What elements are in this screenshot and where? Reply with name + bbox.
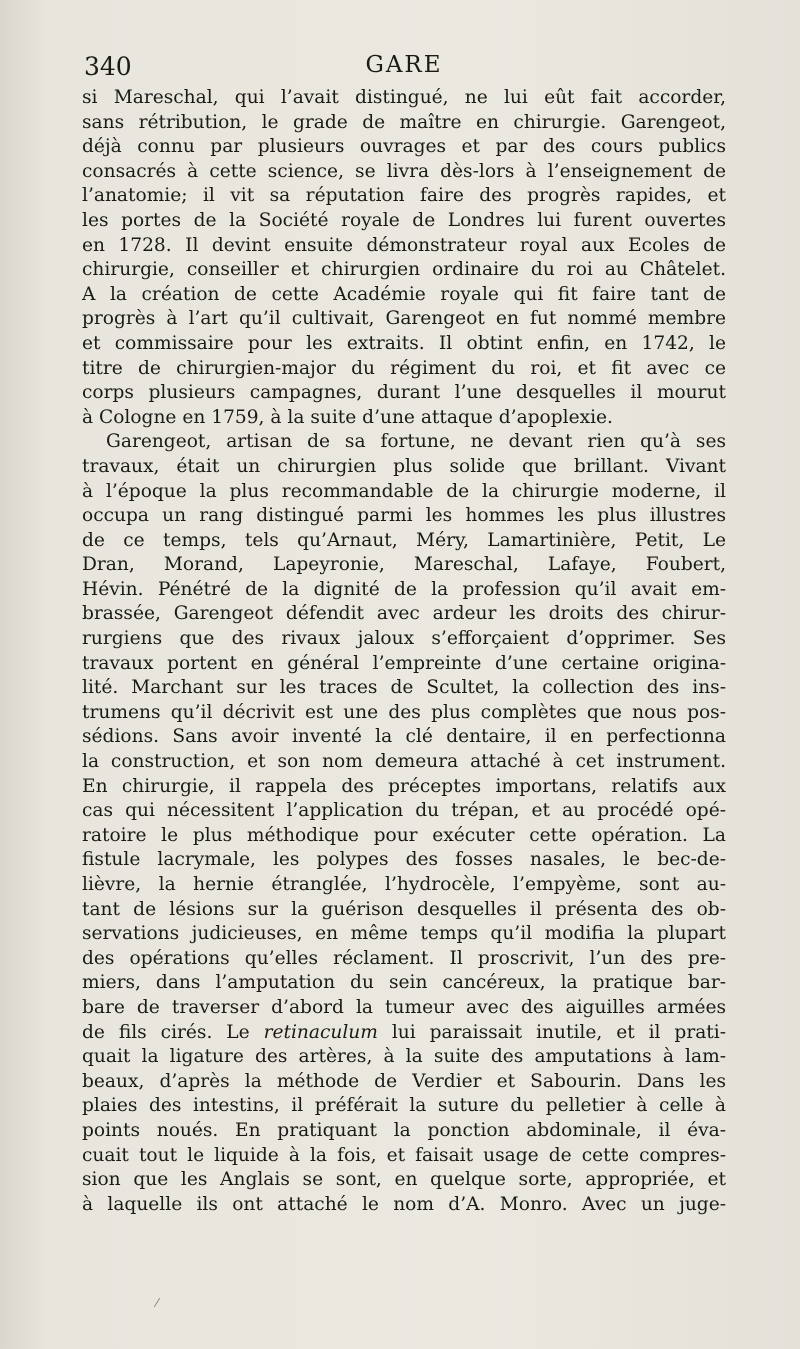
text-line: à l’époque la plus recommandable de la chirurgie moderne, il bbox=[82, 480, 726, 502]
text-line: de ce temps, tels qu’Arnaut, Méry, Lamartinière, Petit, Le bbox=[82, 529, 726, 551]
text-line: à Cologne en 1759, à la suite d’une attaque d’apoplexie. bbox=[82, 406, 613, 428]
stray-mark: ⁄ bbox=[156, 1296, 159, 1310]
text-fragment: lui paraissait inutile, et il prati- bbox=[377, 1021, 727, 1043]
text-line-with-italic bbox=[82, 1021, 726, 1046]
text-line: progrès à l’art qu’il cultivait, Garengeot en fut nommé membre bbox=[82, 308, 726, 330]
text-line: à laquelle ils ont attaché le nom d’A. Monro. Avec un juge- bbox=[82, 1193, 726, 1215]
text-line: plaies des intestins, il préférait la suture du pelletier à celle à bbox=[82, 1095, 726, 1117]
text-line: travaux, était un chirurgien plus solide que brillant. Vivant bbox=[82, 455, 726, 477]
text-line: quait la ligature des artères, à la suite des amputations à lam- bbox=[82, 1046, 726, 1068]
text-line: cas qui nécessitent l’application du trépan, et au procédé opé- bbox=[82, 800, 726, 822]
text-line: lité. Marchant sur les traces de Scultet, la collection des ins- bbox=[82, 677, 726, 699]
text-line: sion que les Anglais se sont, en quelque sorte, appropriée, et bbox=[82, 1169, 726, 1191]
italic-term: retinaculum bbox=[263, 1021, 378, 1043]
page-number: 340 bbox=[84, 52, 132, 81]
text-line: trumens qu’il décrivit est une des plus complètes que nous pos- bbox=[82, 701, 726, 723]
text-line: et commissaire pour les extraits. Il obtint enfin, en 1742, le bbox=[82, 332, 726, 354]
text-line: sans rétribution, le grade de maître en chirurgie. Garengeot, bbox=[82, 111, 726, 133]
text-line: bare de traverser d’abord la tumeur avec des aiguilles armées bbox=[82, 996, 726, 1018]
text-line: sédions. Sans avoir inventé la clé dentaire, il en perfectionna bbox=[82, 726, 726, 748]
text-line: l’anatomie; il vit sa réputation faire des progrès rapides, et bbox=[82, 185, 726, 207]
text-line: beaux, d’après la méthode de Verdier et Sabourin. Dans les bbox=[82, 1070, 726, 1092]
running-head: GARE bbox=[365, 52, 443, 78]
text-line: A la création de cette Académie royale qui fit faire tant de bbox=[82, 283, 726, 305]
text-line: ratoire le plus méthodique pour exécuter cette opération. La bbox=[82, 824, 726, 846]
page-header bbox=[84, 52, 724, 86]
text-line: rurgiens que des rivaux jaloux s’efforçaient d’opprimer. Ses bbox=[82, 628, 726, 650]
text-line: En chirurgie, il rappela des préceptes importans, relatifs aux bbox=[82, 775, 726, 797]
text-line: Garengeot, artisan de sa fortune, ne devant rien qu’à ses bbox=[106, 431, 726, 453]
text-line: brassée, Garengeot défendit avec ardeur les droits des chirur- bbox=[82, 603, 726, 625]
text-line: lièvre, la hernie étranglée, l’hydrocèle, l’empyème, sont au- bbox=[82, 874, 726, 895]
text-line: en 1728. Il devint ensuite démonstrateur royal aux Ecoles de bbox=[82, 234, 726, 256]
text-line: tant de lésions sur la guérison desquelles il présenta des ob- bbox=[82, 898, 726, 920]
text-line: corps plusieurs campagnes, durant l’une desquelles il mourut bbox=[82, 382, 726, 404]
text-line: servations judicieuses, en même temps qu’il modifia la plupart bbox=[82, 923, 726, 945]
text-fragment: de fils cirés. Le bbox=[82, 1021, 264, 1043]
text-line: Dran, Morand, Lapeyronie, Mareschal, Lafaye, Foubert, bbox=[82, 554, 726, 576]
text-line: miers, dans l’amputation du sein cancéreux, la pratique bar- bbox=[82, 972, 726, 994]
text-line: travaux portent en général l’empreinte d’une certaine origina- bbox=[82, 652, 726, 674]
text-line: titre de chirurgien-major du régiment du roi, et fit avec ce bbox=[82, 357, 726, 379]
body-text bbox=[82, 86, 726, 1217]
text-line: la construction, et son nom demeura attaché à cet instrument. bbox=[82, 751, 726, 773]
text-line: des opérations qu’elles réclament. Il proscrivit, l’un des pre- bbox=[82, 947, 726, 969]
text-line: occupa un rang distingué parmi les hommes les plus illustres bbox=[82, 505, 726, 527]
text-line: déjà connu par plusieurs ouvrages et par des cours publics bbox=[82, 136, 726, 158]
text-line: fistule lacrymale, les polypes des fosses nasales, le bec-de- bbox=[82, 849, 726, 871]
text-line: points noués. En pratiquant la ponction abdominale, il éva- bbox=[82, 1119, 726, 1141]
text-line: les portes de la Société royale de Londres lui furent ouvertes bbox=[82, 209, 726, 231]
text-line: cuait tout le liquide à la fois, et faisait usage de cette compres- bbox=[82, 1144, 726, 1166]
text-line: chirurgie, conseiller et chirurgien ordinaire du roi au Châtelet. bbox=[82, 259, 726, 281]
text-line: consacrés à cette science, se livra dès-lors à l’enseignement de bbox=[82, 160, 726, 182]
text-line: si Mareschal, qui l’avait distingué, ne lui eût fait accorder, bbox=[82, 87, 726, 108]
text-line: Hévin. Pénétré de la dignité de la profession qu’il avait em- bbox=[82, 578, 726, 600]
